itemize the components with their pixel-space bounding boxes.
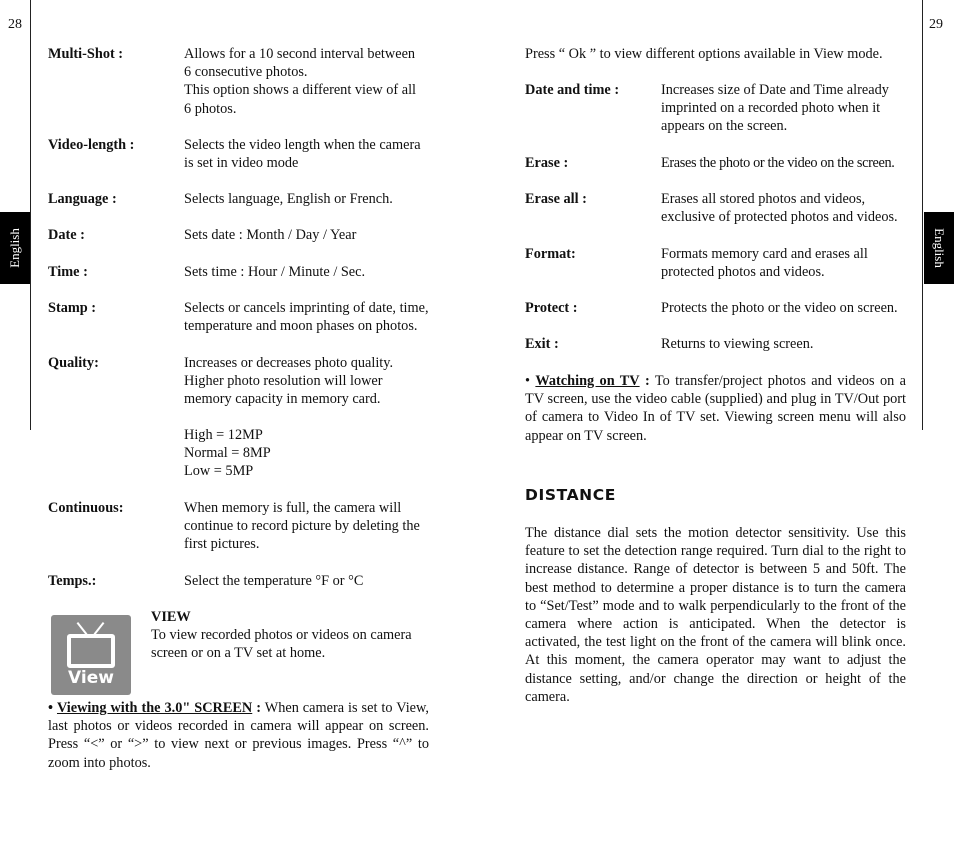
distance-heading: DISTANCE <box>525 486 616 504</box>
desc-line: memory capacity in memory card. <box>184 391 381 408</box>
right-margin-rule <box>922 0 923 430</box>
desc-date <box>184 226 356 244</box>
watching-tv-text: To transfer/project photos and videos on a TV screen, use the video cable (supplied) and plug in TV/Out port of camera to Video In of TV set. Viewing screen menu will also appear on TV screen. <box>525 373 906 444</box>
term-date: Date : <box>48 227 85 243</box>
term-temps: Temps.: <box>48 573 97 589</box>
desc-line: is set in video mode <box>184 155 299 172</box>
desc-line: Formats memory card and erases all <box>661 246 868 262</box>
desc-multi-shot <box>184 45 416 118</box>
language-tab-right <box>924 212 954 284</box>
desc-line: Sets time : Hour / Minute / Sec. <box>184 264 366 280</box>
desc-line: To view recorded photos or videos on camera <box>151 627 412 643</box>
term-quality: Quality: <box>48 355 99 371</box>
tv-screen-shape <box>67 634 115 668</box>
desc-erase <box>661 154 895 172</box>
term-protect: Protect : <box>525 300 578 316</box>
desc-line: Select the temperature °F or °C <box>184 573 364 589</box>
term-stamp: Stamp : <box>48 300 97 316</box>
left-margin-rule <box>30 0 31 430</box>
bullet: • <box>48 700 54 716</box>
view-title: VIEW <box>151 609 191 625</box>
desc-stamp <box>184 299 429 335</box>
desc-protect <box>661 299 898 317</box>
desc-line: screen or on a TV set at home. <box>151 645 326 662</box>
term-erase: Erase : <box>525 155 569 171</box>
desc-line: Selects language, English or French. <box>184 191 393 207</box>
desc-line: Higher photo resolution will lower <box>184 373 383 390</box>
viewing-screen-title: Viewing with the 3.0" SCREEN <box>56 700 253 716</box>
viewing-screen-paragraph <box>48 699 429 772</box>
desc-line: continue to record picture by deleting the <box>184 518 420 535</box>
term-multi-shot: Multi-Shot : <box>48 46 124 62</box>
desc-line: protected photos and videos. <box>661 264 825 281</box>
title-colon: : <box>644 373 650 389</box>
desc-exit <box>661 335 813 353</box>
language-tab-left-label: English <box>7 228 22 268</box>
desc-quality-levels <box>184 426 271 481</box>
term-exit: Exit : <box>525 336 559 352</box>
desc-temps <box>184 572 363 590</box>
desc-line: Returns to viewing screen. <box>661 336 814 352</box>
desc-erase-all <box>661 190 898 226</box>
desc-video-length <box>184 136 421 172</box>
desc-language <box>184 190 393 208</box>
desc-format <box>661 245 868 281</box>
view-icon-label: View <box>68 668 114 688</box>
desc-line: This option shows a different view of all <box>184 82 417 99</box>
desc-line: 6 photos. <box>184 100 237 117</box>
title-colon: : <box>256 700 261 716</box>
term-continuous: Continuous: <box>48 500 124 516</box>
term-erase-all: Erase all : <box>525 191 587 207</box>
desc-line: Selects or cancels imprinting of date, time, <box>184 300 429 316</box>
desc-line: appears on the screen. <box>661 118 788 135</box>
viewing-screen-text: When camera is set to View, last photos or videos recorded in camera will appear on screen. Press “<” or “>” to view next or previous images. Press “^” to zoom into photos. <box>48 700 429 771</box>
desc-line: Erases the photo or the video on the screen. <box>661 155 895 171</box>
desc-line: Increases or decreases photo quality. <box>184 355 394 371</box>
desc-line: Increases size of Date and Time already <box>661 82 889 98</box>
page-number-right: 29 <box>929 17 943 32</box>
bullet: • <box>525 373 531 389</box>
term-video-length: Video-length : <box>48 137 135 153</box>
desc-line: When memory is full, the camera will <box>184 500 402 516</box>
watching-tv-paragraph <box>525 372 906 445</box>
view-mode-intro: Press “ Ok ” to view different options available in View mode. <box>525 46 883 62</box>
desc-date-and-time <box>661 81 889 136</box>
desc-line: Low = 5MP <box>184 463 254 480</box>
term-time: Time : <box>48 264 88 280</box>
desc-line: 6 consecutive photos. <box>184 64 308 81</box>
desc-continuous <box>184 499 420 554</box>
desc-line: imprinted on a recorded photo when it <box>661 100 881 117</box>
desc-line: Allows for a 10 second interval between <box>184 46 416 62</box>
page-number-left: 28 <box>8 17 22 32</box>
desc-line: Protects the photo or the video on screen. <box>661 300 898 316</box>
term-language: Language : <box>48 191 117 207</box>
desc-line: temperature and moon phases on photos. <box>184 318 418 335</box>
desc-line: exclusive of protected photos and videos. <box>661 209 898 226</box>
term-format: Format: <box>525 246 576 262</box>
desc-line: first pictures. <box>184 536 260 553</box>
language-tab-right-label: English <box>932 228 947 268</box>
view-description <box>151 626 412 662</box>
desc-line: Selects the video length when the camera <box>184 137 421 153</box>
desc-line: Erases all stored photos and videos, <box>661 191 866 207</box>
desc-time <box>184 263 365 281</box>
term-date-and-time: Date and time : <box>525 82 620 98</box>
language-tab-left <box>0 212 30 284</box>
watching-tv-title: Watching on TV <box>535 373 640 389</box>
desc-line: High = 12MP <box>184 427 263 443</box>
desc-quality <box>184 354 393 409</box>
desc-line: Sets date : Month / Day / Year <box>184 227 357 243</box>
distance-paragraph: The distance dial sets the motion detector sensitivity. Use this feature to set the detection range required. Turn dial to the right to increase distance. Range of detector is between 5 and 50ft. The best method to determine a proper distance is to turn the camera to “Set/Test” mode and to walk perpendicularly to the front of the camera where action is anticipated. When the detector is activated, the test light on the front of the camera will blink once. At this moment, the camera operator may want to adjust the distance setting, and/or change the direction or height of the camera. <box>525 525 906 705</box>
desc-line: Normal = 8MP <box>184 445 271 462</box>
tv-view-icon <box>51 615 131 695</box>
